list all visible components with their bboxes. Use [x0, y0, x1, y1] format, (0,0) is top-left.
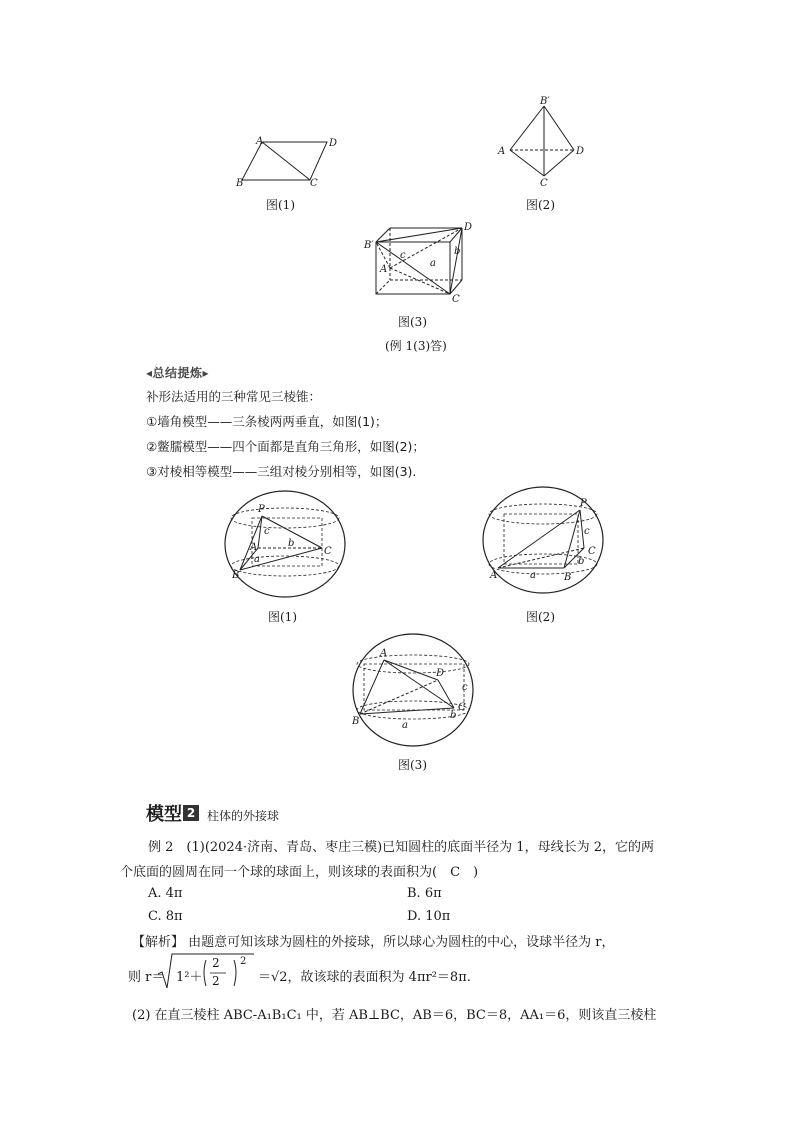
label-C: C [324, 546, 332, 557]
example-caption: (例 1(3)答) [385, 339, 447, 353]
sqrt-term-a: 1²＋ [176, 970, 203, 985]
figure-1-caption: 图(1) [266, 198, 295, 212]
label-B: B [564, 572, 572, 583]
label-B: B [236, 178, 244, 189]
sphere-figure-2 [480, 484, 606, 596]
label-C: C [540, 178, 548, 189]
label-c: c [584, 526, 590, 537]
summary-item-2: ②鳖臑模型——四个面都是直角三角形，如图(2)； [146, 439, 425, 454]
example2-line2: 个底面的圆周在同一个球的球面上，则该球的表面积为( C ) [120, 865, 479, 880]
label-A: A [250, 542, 258, 553]
summary-item-1: ①墙角模型——三条棱两两垂直，如图(1)； [146, 414, 388, 429]
label-C: C [458, 702, 466, 713]
sphere-3-diagram [350, 630, 476, 748]
label-C: C [452, 294, 460, 305]
label-c: c [264, 526, 270, 537]
label-a: a [530, 570, 536, 581]
option-B: B. 6π [407, 886, 442, 901]
label-a: a [254, 554, 260, 565]
label-A: A [380, 264, 388, 275]
label-C: C [310, 178, 318, 189]
analysis-formula [128, 952, 648, 992]
label-A: A [380, 648, 388, 659]
sqrt-exponent: 2 [240, 956, 247, 967]
label-Bprime: B′ [364, 240, 374, 251]
figure-3-cuboid [360, 218, 473, 305]
model-subtitle: 柱体的外接球 [207, 808, 280, 823]
sphere-figure-2-caption: 图(2) [526, 610, 555, 624]
label-D: D [329, 138, 338, 149]
option-A: A. 4π [148, 886, 183, 901]
model-number: 2 [183, 805, 199, 821]
option-D: D. 10π [407, 909, 451, 924]
label-b: b [454, 246, 461, 257]
label-B: B [232, 570, 240, 581]
label-b: b [450, 710, 457, 721]
figure-2-caption: 图(2) [526, 198, 555, 212]
figure-1-parallelogram [232, 134, 338, 189]
label-D: D [436, 668, 445, 679]
summary-intro: 补形法适用的三种常见三棱锥： [146, 389, 322, 404]
label-c: c [400, 250, 406, 261]
label-A: A [256, 136, 264, 147]
model-heading [146, 800, 279, 826]
label-D: D [464, 222, 473, 233]
model-title: 模型 [146, 804, 182, 825]
sphere-figure-3 [350, 630, 476, 748]
cuboid-diagram [360, 218, 473, 305]
tetrahedron-diagram [494, 94, 590, 190]
label-b: b [288, 538, 295, 549]
example2-line1: 例 2 (1)(2024·济南、青岛、枣庄三模)已知圆柱的底面半径为 1，母线长为 2，它的两 [148, 840, 654, 855]
label-A: A [490, 570, 498, 581]
sphere-figure-3-caption: 图(3) [398, 758, 427, 772]
sphere-figure-1-caption: 图(1) [268, 610, 297, 624]
label-A: A [498, 146, 506, 157]
summary-tag: ◂总结提炼▸ [146, 366, 210, 380]
label-a: a [430, 258, 436, 269]
label-C: C [588, 546, 596, 557]
example2-part2: (2) 在直三棱柱 ABC-A₁B₁C₁ 中，若 AB⊥BC，AB＝6，BC＝8，AA₁＝6，则该直三棱柱 [132, 1008, 657, 1023]
frac-denominator: 2 [212, 974, 220, 988]
label-b: b [578, 556, 585, 567]
formula-suffix: ＝√2，故该球的表面积为 4πr²＝8π. [258, 970, 471, 985]
label-P: P [258, 504, 265, 515]
figure-2-tetrahedron [494, 94, 590, 190]
label-c: c [462, 682, 468, 693]
label-B: B [352, 716, 360, 727]
frac-numerator: 2 [212, 956, 220, 970]
sphere-figure-1 [222, 488, 348, 600]
figure-3-caption: 图(3) [398, 315, 427, 329]
label-a: a [402, 720, 408, 731]
sphere-1-diagram [222, 488, 348, 600]
sphere-2-diagram [480, 484, 606, 596]
option-C: C. 8π [148, 909, 183, 924]
formula-prefix: 则 r＝ [128, 970, 165, 985]
summary-item-3: ③对棱相等模型——三组对棱分别相等，如图(3). [146, 464, 417, 479]
analysis-line1: 【解析】 由题意可知该球为圆柱的外接球，所以球心为圆柱的中心，设球半径为 r， [132, 935, 615, 950]
parallelogram-diagram [232, 134, 338, 189]
label-P: P [580, 498, 587, 509]
label-D: D [576, 146, 585, 157]
label-Bprime: B′ [540, 96, 550, 107]
